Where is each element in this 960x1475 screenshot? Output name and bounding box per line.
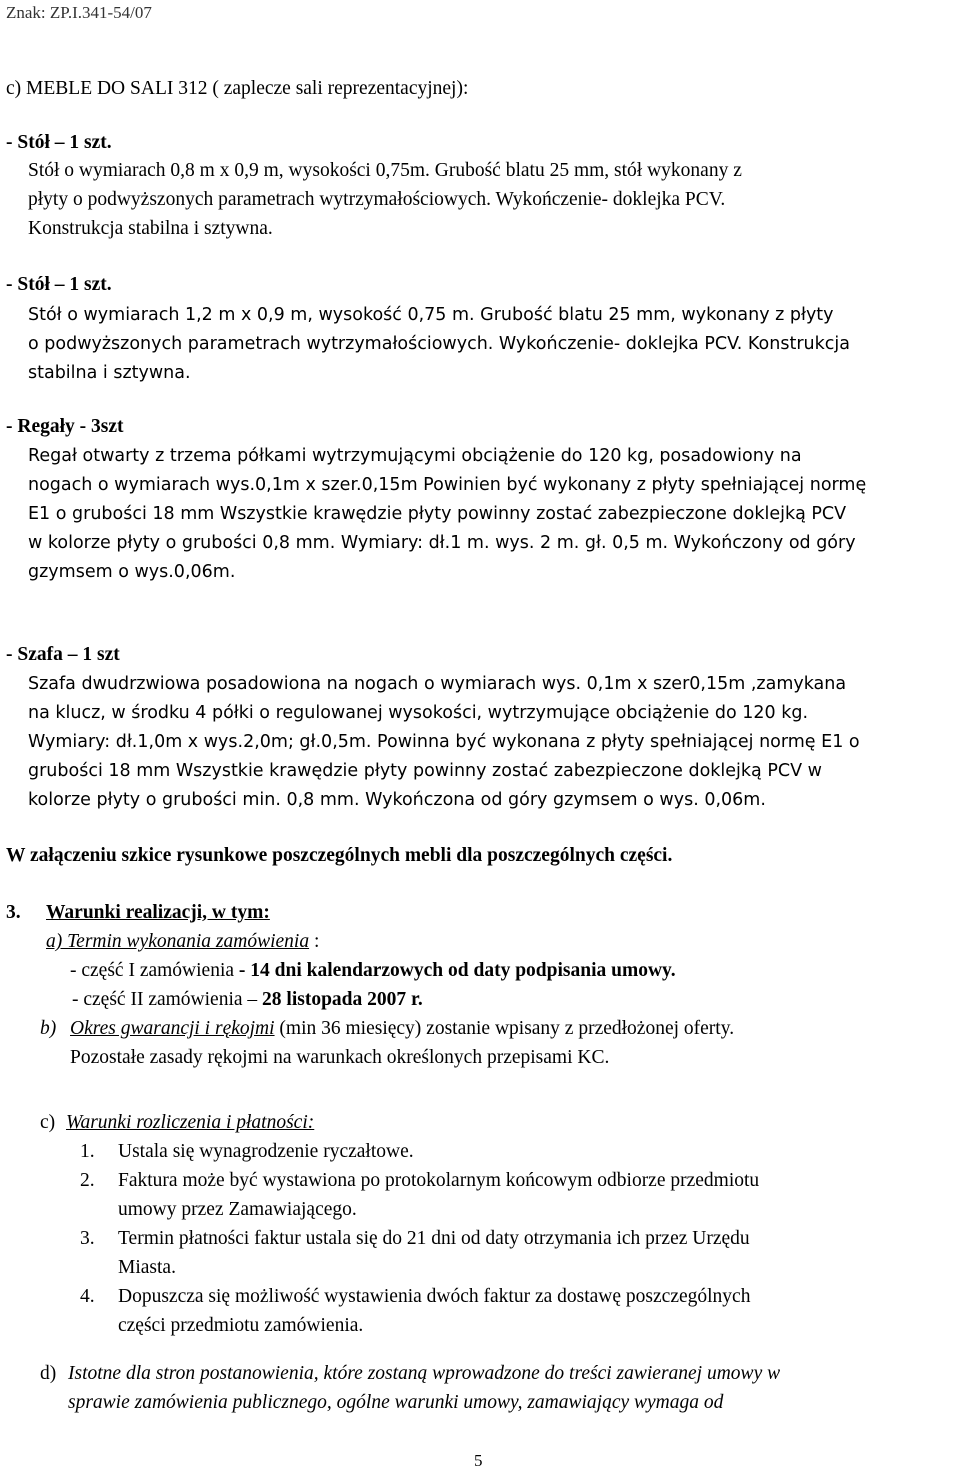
subsection-a-title: a) Termin wykonania zamówienia	[46, 931, 310, 952]
paragraph-line: kolorze płyty o grubości min. 0,8 mm. Wykończona od góry gzymsem o wys. 0,06m.	[28, 790, 766, 810]
item-heading: - Szafa – 1 szt	[6, 644, 120, 665]
paragraph-line: Regał otwarty z trzema półkami wytrzymującymi obciążenie do 120 kg, posadowiony na	[28, 446, 802, 466]
paragraph-line: stabilna i sztywna.	[28, 363, 191, 383]
section-number: 3.	[6, 902, 21, 923]
list-item-text: Dopuszcza się możliwość wystawienia dwóch faktur za dostawę poszczególnych	[118, 1286, 751, 1307]
paragraph-line: Wymiary: dł.1,0m x wys.2,0m; gł.0,5m. Powinna być wykonana z płyty spełniającej normę E1 o	[28, 732, 860, 752]
paragraph-line: w kolorze płyty o grubości 0,8 mm. Wymiary: dł.1 m. wys. 2 m. gł. 0,5 m. Wykończony od góry	[28, 533, 856, 553]
list-item-text: części przedmiotu zamówienia.	[118, 1315, 364, 1336]
paragraph-line: Szafa dwudrzwiowa posadowiona na nogach o wymiarach wys. 0,1m x szer0,15m ,zamykana	[28, 674, 847, 694]
subsection-c-title: Warunki rozliczenia i płatności:	[66, 1112, 315, 1133]
deadline-part-2-value: 28 listopada 2007 r.	[262, 989, 423, 1010]
paragraph-line: o podwyższonych parametrach wytrzymałościowych. Wykończenie- doklejka PCV. Konstrukcja	[28, 334, 850, 354]
paragraph-line: Stół o wymiarach 1,2 m x 0,9 m, wysokość 0,75 m. Grubość blatu 25 mm, wykonany z płyty	[28, 305, 834, 325]
deadline-part-1-value: - 14 dni kalendarzowych od daty podpisania umowy.	[238, 960, 676, 981]
paragraph-line: gzymsem o wys.0,06m.	[28, 562, 236, 582]
list-item-text: Faktura może być wystawiona po protokolarnym końcowym odbiorze przedmiotu	[118, 1170, 760, 1191]
list-item-text: umowy przez Zamawiającego.	[118, 1199, 357, 1220]
paragraph-line: Pozostałe zasady rękojmi na warunkach określonych przepisami KC.	[70, 1047, 610, 1068]
deadline-part-2	[72, 987, 423, 1013]
subsection-b-title: Okres gwarancji i rękojmi	[70, 1018, 275, 1039]
page-number: 5	[474, 1451, 483, 1470]
subsection-a-label	[46, 929, 319, 955]
deadline-part-1	[70, 958, 676, 984]
deadline-part-2-prefix: - część II zamówienia –	[72, 989, 263, 1010]
paragraph-line: Stół o wymiarach 0,8 m x 0,9 m, wysokości 0,75m. Grubość blatu 25 mm, stół wykonany z	[28, 160, 742, 181]
paragraph-line: grubości 18 mm Wszystkie krawędzie płyty powinny zostać zabezpieczone doklejką PCV w	[28, 761, 822, 781]
section-title: c) MEBLE DO SALI 312 ( zaplecze sali reprezentacyjnej):	[6, 78, 469, 99]
subsection-b-line	[70, 1016, 956, 1042]
item-heading: - Stół – 1 szt.	[6, 132, 112, 153]
subsection-b-rest: (min 36 miesięcy) zostanie wpisany z przedłożonej oferty.	[279, 1018, 735, 1039]
list-item-text: Miasta.	[118, 1257, 176, 1278]
item-heading: - Stół – 1 szt.	[6, 274, 112, 295]
list-item-text: Ustala się wynagrodzenie ryczałtowe.	[118, 1141, 414, 1162]
subsection-b-prefix: b)	[40, 1018, 57, 1039]
paragraph-line: na klucz, w środku 4 półki o regulowanej wysokości, wytrzymujące obciążenie do 120 kg.	[28, 703, 809, 723]
document-sign: Znak: ZP.I.341-54/07	[6, 3, 152, 22]
paragraph-line: płyty o podwyższonych parametrach wytrzymałościowych. Wykończenie- doklejka PCV.	[28, 189, 726, 210]
section-title: Warunki realizacji, w tym:	[46, 902, 270, 923]
item-heading: - Regały - 3szt	[6, 416, 124, 437]
list-item-text: Termin płatności faktur ustala się do 21 dni od daty otrzymania ich przez Urzędu	[118, 1228, 750, 1249]
list-item-number: 3.	[80, 1228, 95, 1249]
list-item-number: 4.	[80, 1286, 95, 1307]
list-item-number: 1.	[80, 1141, 95, 1162]
subsection-d-prefix: d)	[40, 1363, 57, 1384]
attachment-note: W załączeniu szkice rysunkowe poszczególnych mebli dla poszczególnych części.	[6, 845, 673, 866]
subsection-a-colon: :	[309, 931, 320, 952]
paragraph-line: Konstrukcja stabilna i sztywna.	[28, 218, 273, 239]
paragraph-line: E1 o grubości 18 mm Wszystkie krawędzie płyty powinny zostać zabezpieczone doklejką PCV	[28, 504, 847, 524]
subsection-d-line: Istotne dla stron postanowienia, które zostaną wprowadzone do treści zawieranej umowy w	[68, 1363, 781, 1384]
subsection-d-line: sprawie zamówienia publicznego, ogólne warunki umowy, zamawiający wymaga od	[68, 1392, 724, 1413]
paragraph-line: nogach o wymiarach wys.0,1m x szer.0,15m Powinien być wykonany z płyty spełniającej normę	[28, 475, 867, 495]
deadline-part-1-prefix: - część I zamówienia	[70, 960, 239, 981]
subsection-c-prefix: c)	[40, 1112, 56, 1133]
list-item-number: 2.	[80, 1170, 95, 1191]
